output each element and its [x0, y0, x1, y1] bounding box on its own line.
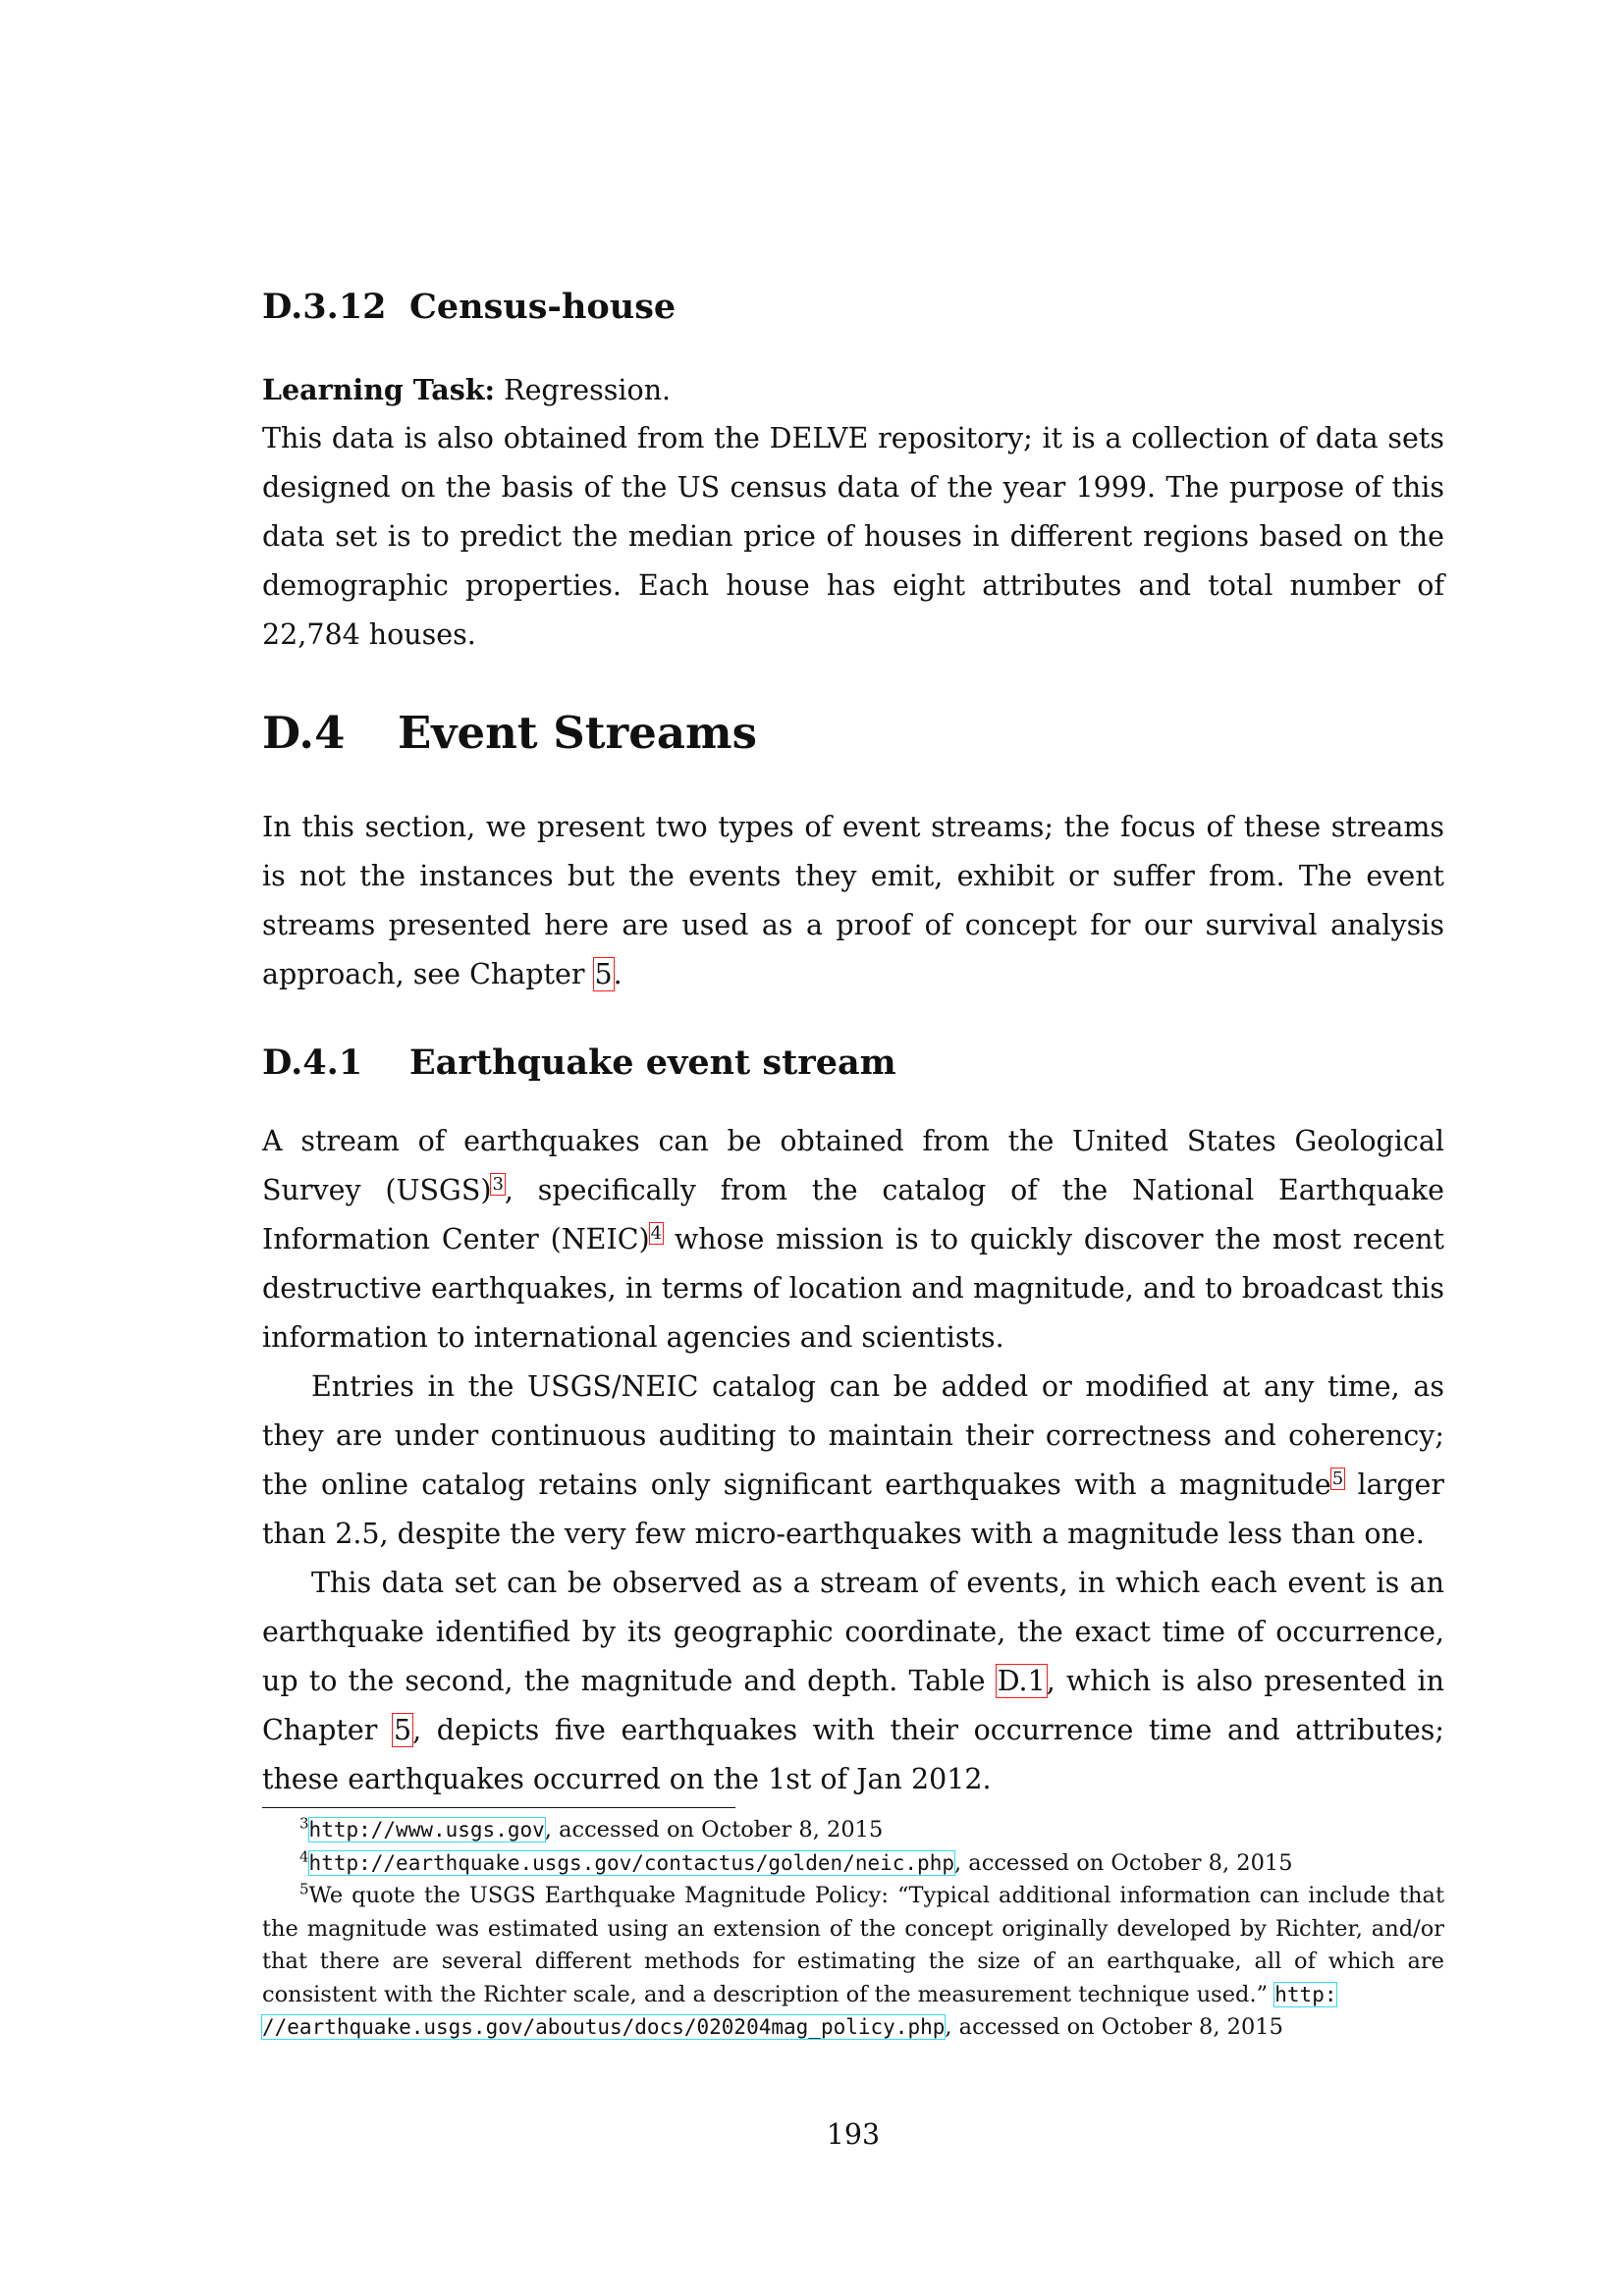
footnote-text: , accessed on October 8, 2015: [544, 1817, 884, 1842]
footnote-url-link-part2[interactable]: //earthquake.usgs.gov/aboutus/docs/020204mag_policy.php: [262, 2015, 946, 2039]
paragraph-text: whose mission is to quickly discover the most recent destructive earthquakes, in terms of location and magnitude, and to broadcast this information to international agencies and scientists.: [262, 1223, 1444, 1354]
footnote-ref-3[interactable]: 3: [492, 1173, 504, 1195]
footnote-url-link[interactable]: http://earthquake.usgs.gov/contactus/golden/neic.php: [308, 1851, 954, 1875]
event-streams-paragraph: [262, 803, 1444, 999]
earthquake-paragraph-2: [262, 1362, 1444, 1559]
footnote-url-link-part1[interactable]: http:: [1274, 1982, 1337, 2006]
earthquake-paragraph-1: [262, 1117, 1444, 1362]
footnote-3: [262, 1814, 1444, 1847]
paragraph-text: In this section, we present two types of event streams; the focus of these streams is not the instances but the events they emit, exhibit or suffer from. The event streams presented here are used as a proof of concept for our survival analysis approach, see Chapter: [262, 811, 1444, 990]
subsection-heading-census-house: [262, 287, 676, 327]
section-heading-event-streams: [262, 707, 757, 759]
paragraph-text: larger than 2.5, despite the very few micro-earthquakes with a magnitude less than one.: [262, 1468, 1444, 1550]
footnote-ref-5[interactable]: 5: [1331, 1468, 1344, 1489]
learning-task-value: Regression.: [504, 374, 672, 406]
footnote-mark: 5: [299, 1880, 309, 1898]
subsection-number: D.4.1: [262, 1042, 363, 1083]
footnote-text-end: , accessed on October 8, 2015: [945, 2014, 1283, 2040]
paragraph-text: , specifically from the catalog of the National Earthquake Information Center (NEIC): [262, 1174, 1445, 1255]
footnote-text: , accessed on October 8, 2015: [954, 1850, 1293, 1876]
paragraph-text: This data set can be observed as a stream of events, in which each event is an earthquake identified by its geographic coordinate, the exact time of occurrence, up to the second, the magnitude and depth. Table: [262, 1567, 1444, 1697]
footnote-mark: 4: [299, 1847, 309, 1866]
paragraph-text-end: .: [613, 958, 623, 990]
subsection-heading-earthquake: [262, 1042, 896, 1083]
page-number: 193: [826, 2118, 881, 2151]
footnote-5: [262, 1880, 1444, 2045]
subsection-title: Earthquake event stream: [409, 1042, 896, 1083]
footnote-rule: [262, 1807, 735, 1808]
chapter-link[interactable]: 5: [594, 958, 613, 990]
subsection-title: Census-house: [409, 287, 677, 327]
table-link[interactable]: D.1: [997, 1665, 1046, 1697]
paragraph-text: , which is also presented in Chapter: [262, 1665, 1444, 1746]
section-title: Event Streams: [398, 707, 757, 759]
learning-task-label: Learning Task:: [262, 373, 496, 406]
footnote-url-link[interactable]: http://www.usgs.gov: [308, 1818, 545, 1842]
footnote-4: [262, 1847, 1444, 1881]
learning-task-line: [262, 365, 1444, 415]
footnote-text: We quote the USGS Earthquake Magnitude Policy: “Typical additional information can include that the magnitude was estimated using an extension of the concept originally developed by Richter, and/or that there are several different methods for estimating the size of an earthquake, all of which are consistent with the Richter scale, and a description of the measurement technique used.”: [262, 1883, 1444, 2007]
paragraph-text: , depicts five earthquakes with their occurrence time and attributes; these earthquakes occurred on the 1st of Jan 2012.: [262, 1714, 1444, 1795]
subsection-number: D.3.12: [262, 287, 387, 327]
section-number: D.4: [262, 707, 346, 759]
earthquake-paragraph-3: [262, 1559, 1444, 1804]
paragraph-text: Entries in the USGS/NEIC catalog can be added or modified at any time, as they are under continuous auditing to maintain their correctness and coherency; the online catalog retains only significant earthquakes with a magnitude: [262, 1370, 1444, 1501]
chapter-link[interactable]: 5: [393, 1714, 412, 1746]
footnote-ref-4[interactable]: 4: [650, 1222, 663, 1244]
census-body-paragraph: This data is also obtained from the DELVE repository; it is a collection of data sets designed on the basis of the US census data of the year 1999. The purpose of this data set is to predict the median price of houses in different regions based on the demographic properties. Each house has eight attributes and total number of 22,784 houses.: [262, 422, 1444, 651]
footnote-mark: 3: [299, 1814, 309, 1833]
paragraph-text: A stream of earthquakes can be obtained from the United States Geological Survey (USGS): [262, 1125, 1444, 1206]
